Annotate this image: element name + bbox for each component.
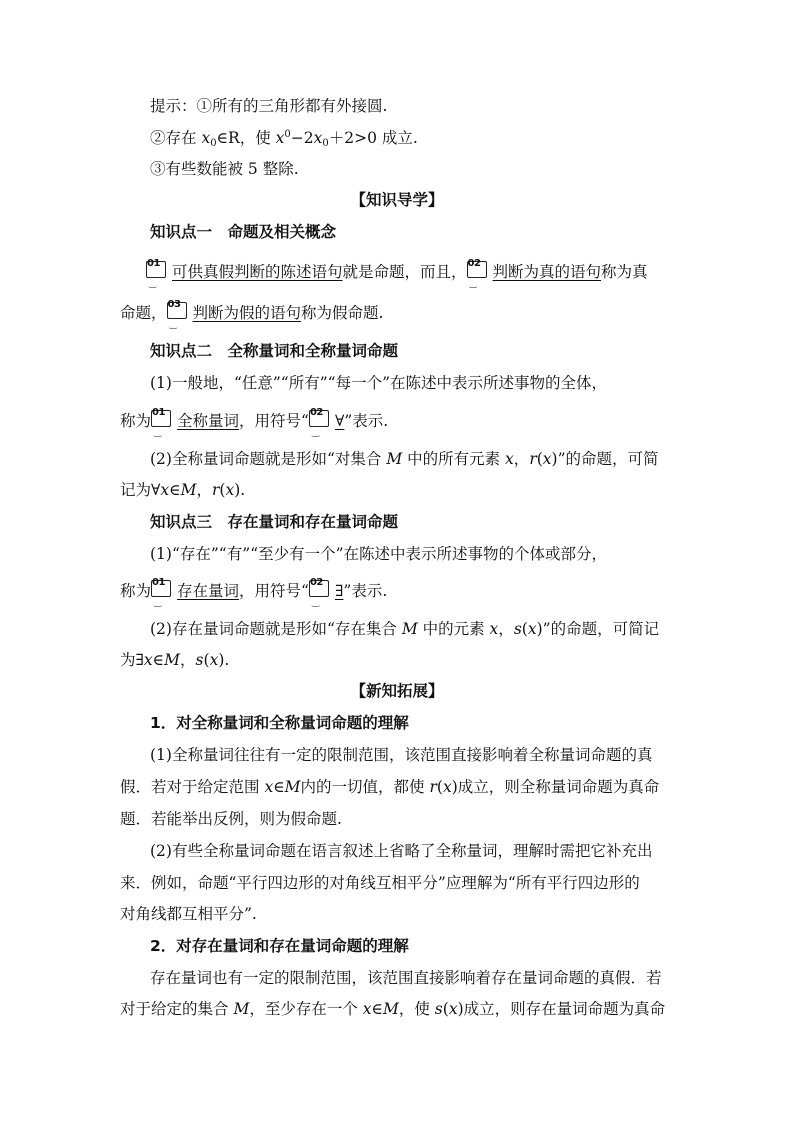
text: ＋2>0 成立. <box>328 129 418 147</box>
text: ②存在 <box>150 129 202 147</box>
knowledge-point-2-title: 知识点二 全称量词和全称量词命题 <box>150 342 399 360</box>
text: 称为真 <box>601 263 648 281</box>
e1-line-4: (2)有些全称量词命题在语言叙述上省略了全称量词，理解时需把它补充出 <box>150 842 653 860</box>
k2-line-1: (1)一般地，“任意”“所有”“每一个”在陈述中表示所述事物的全体， <box>150 374 608 392</box>
k2-line-4: 记为∀x∈M，r(x). <box>120 481 246 499</box>
fill-answer: 可供真假判断的陈述语句 <box>172 263 343 281</box>
text: ”表示. <box>344 412 389 430</box>
fill-answer: 判断为真的语句 <box>492 263 602 281</box>
k3-line-4: 为∃x∈M，s(x). <box>120 651 230 669</box>
fill-answer: 判断为假的语句 <box>192 304 302 322</box>
subscript: 0 <box>322 138 329 149</box>
e1-line-5: 来．例如，命题“平行四边形的对角线互相平分”应理解为“所有平行四边形的 <box>120 874 640 892</box>
answer-box-icon: 02 ‿ <box>309 410 333 430</box>
hint-line-1 <box>150 96 680 116</box>
text: 命题， <box>120 304 167 322</box>
math-var: x <box>313 129 323 147</box>
text: 称为 <box>120 582 152 600</box>
subscript: 0 <box>210 138 217 149</box>
answer-box-icon: 02 ‿ <box>467 261 491 281</box>
k3-line-3: (2)存在量词命题就是形如“存在集合 M 中的元素 x，s(x)”的命题，可简记 <box>150 620 660 638</box>
e2-line-2: 对于给定的集合 M，至少存在一个 x∈M，使 s(x)成立，则存在量词命题为真命 <box>120 1000 666 1018</box>
e1-line-1: (1)全称量词往往有一定的限制范围，该范围直接影响着全称量词命题的真 <box>150 746 653 764</box>
k2-line-2 <box>120 407 680 438</box>
hint-line-2 <box>150 128 680 148</box>
knowledge-point-3-title: 知识点三 存在量词和存在量词命题 <box>150 513 399 531</box>
fill-answer: ∃ <box>334 582 344 600</box>
extension-1-title: 1．对全称量词和全称量词命题的理解 <box>150 714 409 732</box>
section-heading-knowledge: 【知识导学】 <box>350 191 444 209</box>
hint-text: ③有些数能被 5 整除. <box>150 160 299 178</box>
answer-box-icon: 01 ‿ <box>151 580 175 600</box>
e1-line-3: 题．若能举出反例，则为假命题. <box>120 810 342 828</box>
answer-box-icon: 01 ‿ <box>146 261 170 281</box>
text: ∈R，使 <box>216 129 276 147</box>
text: ”表示. <box>343 582 388 600</box>
text: ，用符号“ <box>239 582 309 600</box>
hint-text: 提示：①所有的三角形都有外接圆. <box>150 97 388 115</box>
extension-2-title: 2．对存在量词和存在量词命题的理解 <box>150 937 409 955</box>
superscript: 0 <box>284 129 291 140</box>
text: ，用符号“ <box>239 412 309 430</box>
k3-line-1: (1)“存在”“有”“至少有一个”在陈述中表示所述事物的个体或部分， <box>150 545 608 563</box>
hint-line-3 <box>150 159 680 179</box>
fill-answer: 存在量词 <box>177 582 240 600</box>
k1-line-2 <box>120 299 680 330</box>
math-var: x <box>275 129 285 147</box>
section-heading-extension: 【新知拓展】 <box>350 682 444 700</box>
text: 就是命题，而且， <box>342 263 467 281</box>
e2-line-1: 存在量词也有一定的限制范围，该范围直接影响着存在量词命题的真假．若 <box>150 969 662 987</box>
k3-line-2 <box>120 577 680 608</box>
fill-answer: 全称量词 <box>177 412 240 430</box>
text: 称为 <box>120 412 152 430</box>
answer-box-icon: 02 ‿ <box>309 580 333 600</box>
answer-box-icon: 01 ‿ <box>151 410 175 430</box>
text: 称为假命题. <box>301 304 384 322</box>
knowledge-point-1-title: 知识点一 命题及相关概念 <box>150 223 337 241</box>
answer-box-icon: 03 ‿ <box>167 302 191 322</box>
fill-answer: ∀ <box>334 412 345 430</box>
k1-line-1 <box>146 258 676 289</box>
text: −2 <box>290 129 314 147</box>
math-var: x <box>201 129 211 147</box>
e1-line-6: 对角线都互相平分”. <box>120 905 257 923</box>
e1-line-2: 假．若对于给定范围 x∈M内的一切值，都使 r(x)成立，则全称量词命题为真命 <box>120 778 660 796</box>
k2-line-3: (2)全称量词命题就是形如“对集合 M 中的所有元素 x，r(x)”的命题，可简 <box>150 450 659 468</box>
